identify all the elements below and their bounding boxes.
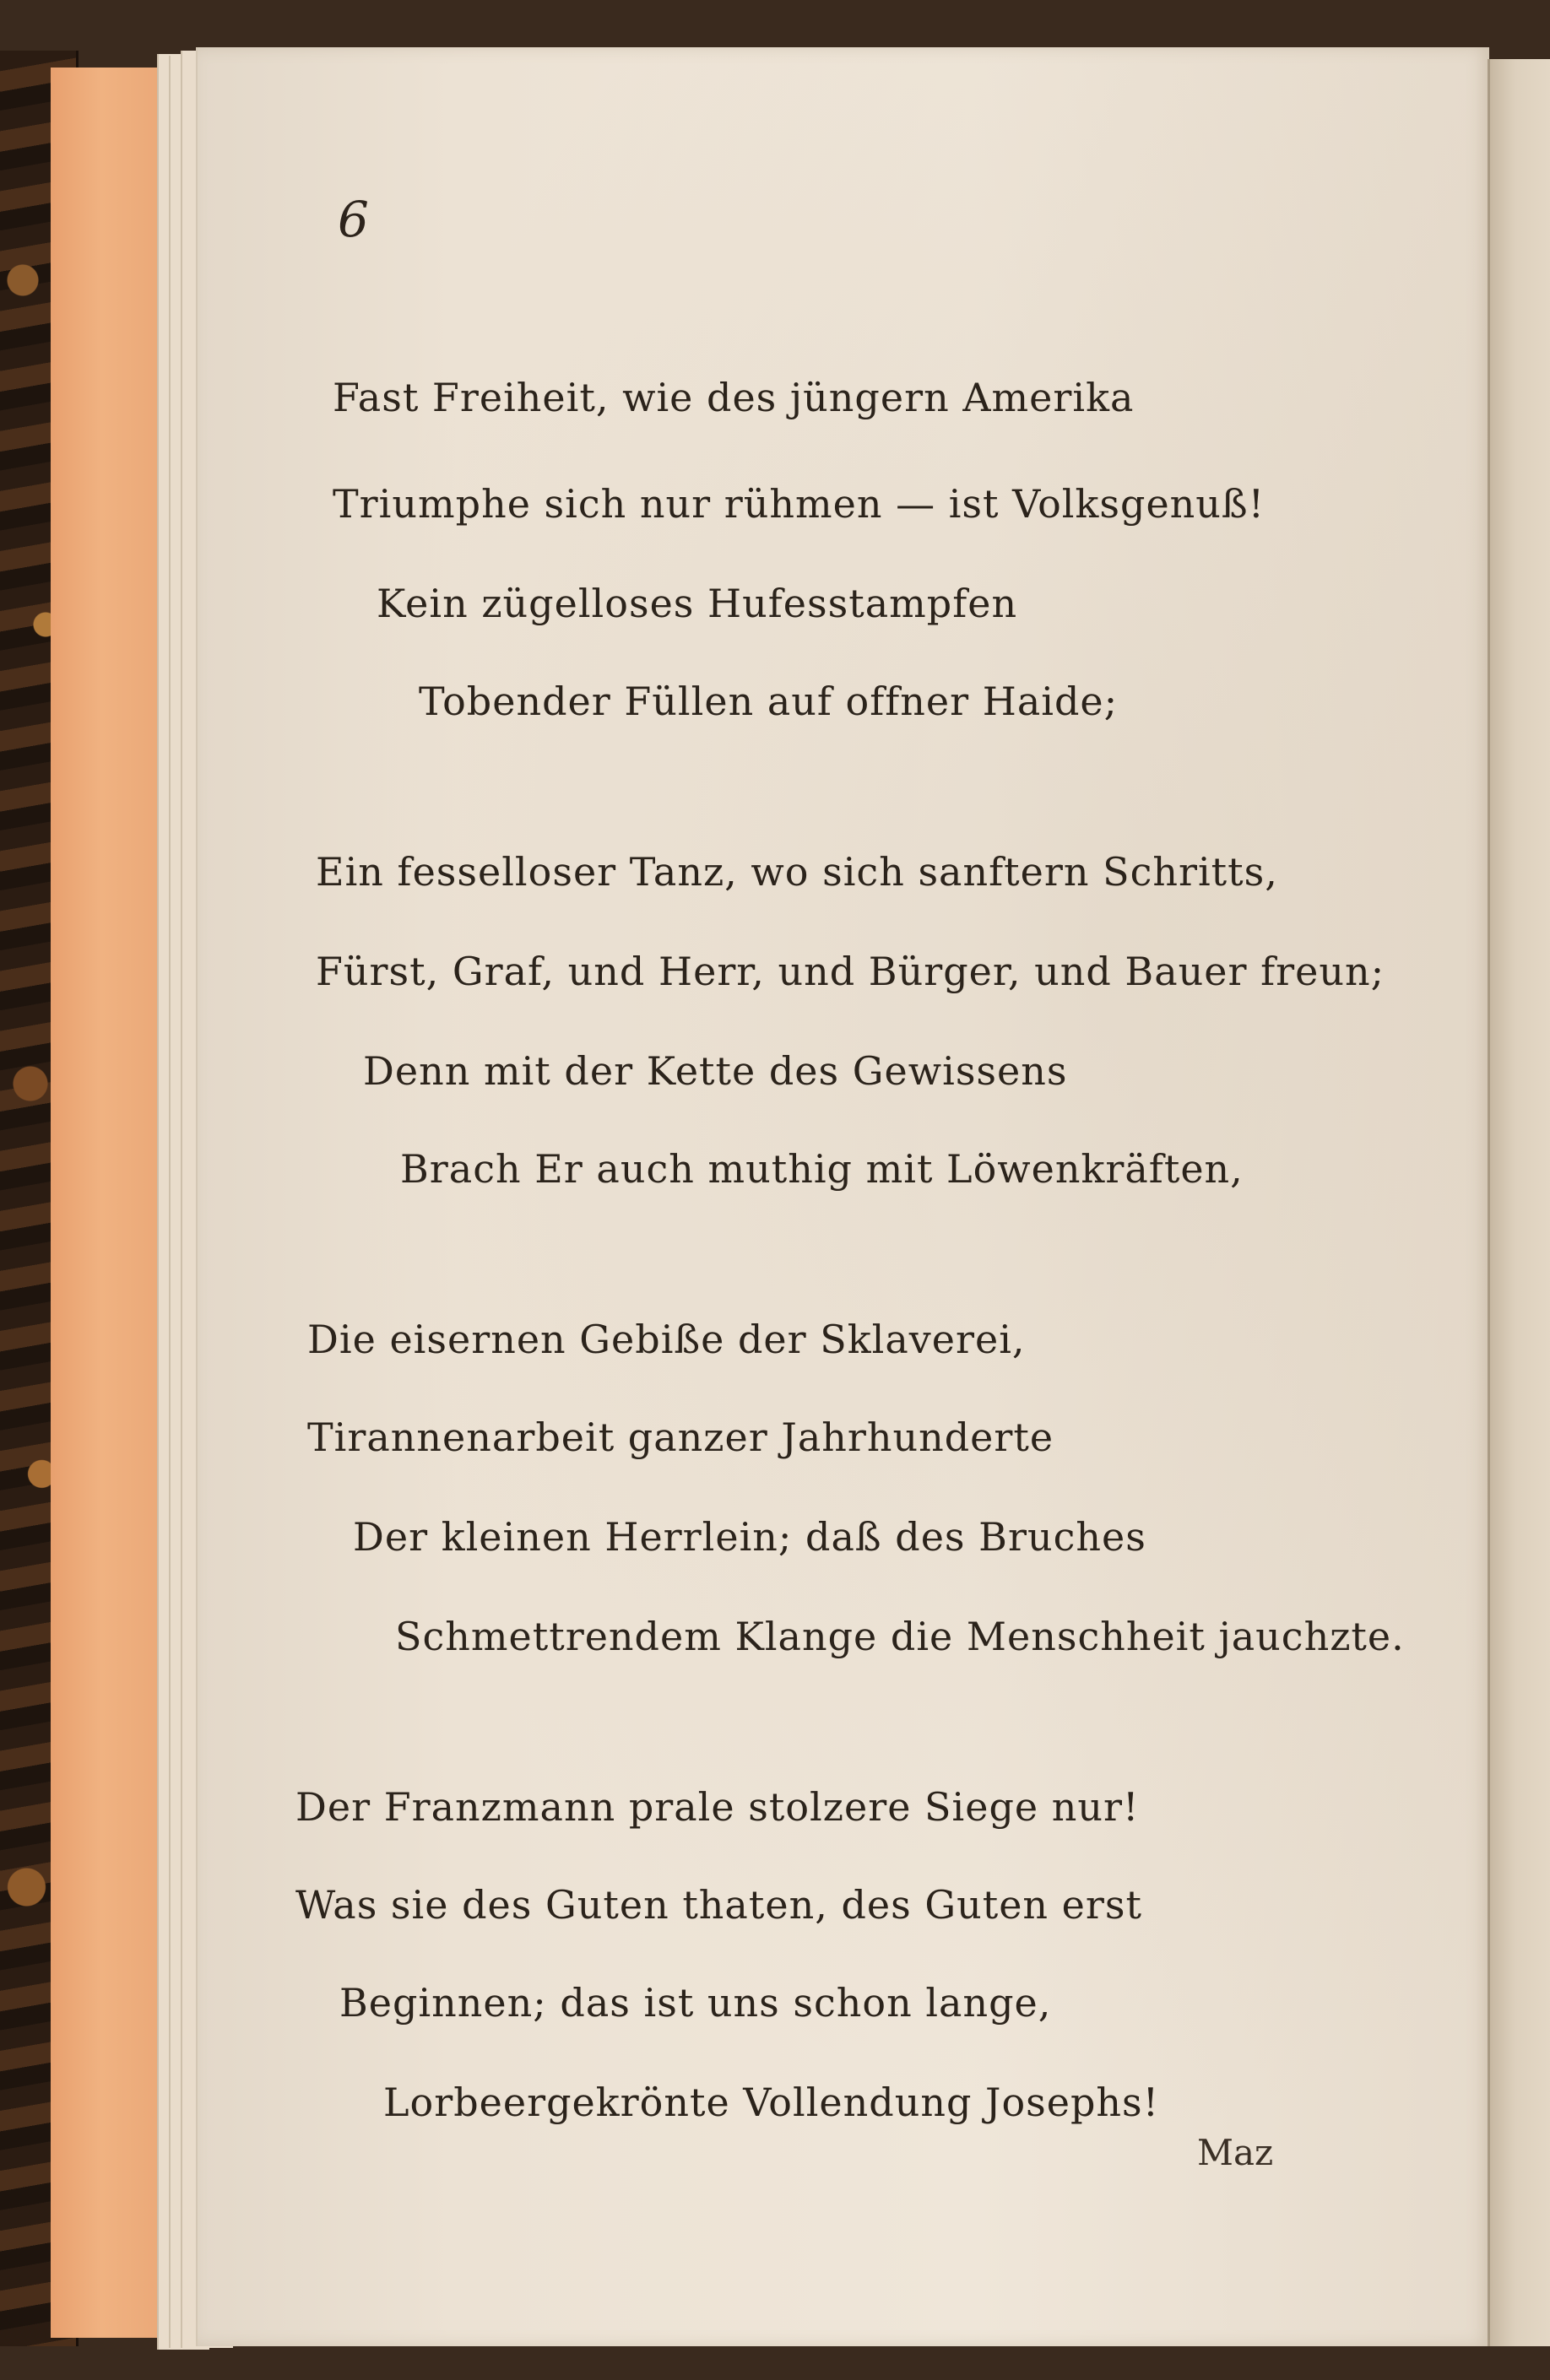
verse-line: Tobender Füllen auf offner Haide;: [419, 679, 1119, 724]
verse-line: Kein zügelloses Hufesstampfen: [377, 581, 1018, 626]
verse-line: Der Franzmann prale stolzere Siege nur!: [295, 1784, 1140, 1830]
facing-page: [1488, 59, 1550, 2346]
verse-line: Der kleinen Herrlein; daß des Bruches: [353, 1514, 1146, 1560]
verse-line: Die eisernen Gebiße der Sklaverei,: [307, 1317, 1026, 1362]
verse-line: Brach Er auch muthig mit Löwenkräften,: [400, 1146, 1244, 1192]
book-page: [196, 47, 1489, 2346]
verse-line: Ein fesselloser Tanz, wo sich sanftern Schritts,: [316, 849, 1278, 895]
verse-line: Fast Freiheit, wie des jüngern Amerika: [333, 375, 1135, 420]
verse-line: Schmettrendem Klange die Menschheit jauchzte.: [395, 1614, 1405, 1659]
verse-line: Triumphe sich nur rühmen — ist Volksgenuß!: [333, 481, 1265, 527]
verse-line: Denn mit der Kette des Gewissens: [363, 1048, 1068, 1094]
verse-line: Beginnen; das ist uns schon lange,: [339, 1980, 1052, 2026]
verse-line: Was sie des Guten thaten, des Guten erst: [295, 1882, 1142, 1928]
verse-line: Lorbeergekrönte Vollendung Josephs!: [383, 2080, 1160, 2125]
page-number: 6: [338, 191, 369, 248]
verse-line: Fürst, Graf, und Herr, und Bürger, und Bauer freun;: [316, 949, 1385, 994]
catchword: Maz: [1197, 2132, 1274, 2173]
verse-line: Tirannenarbeit ganzer Jahrhunderte: [307, 1414, 1054, 1460]
